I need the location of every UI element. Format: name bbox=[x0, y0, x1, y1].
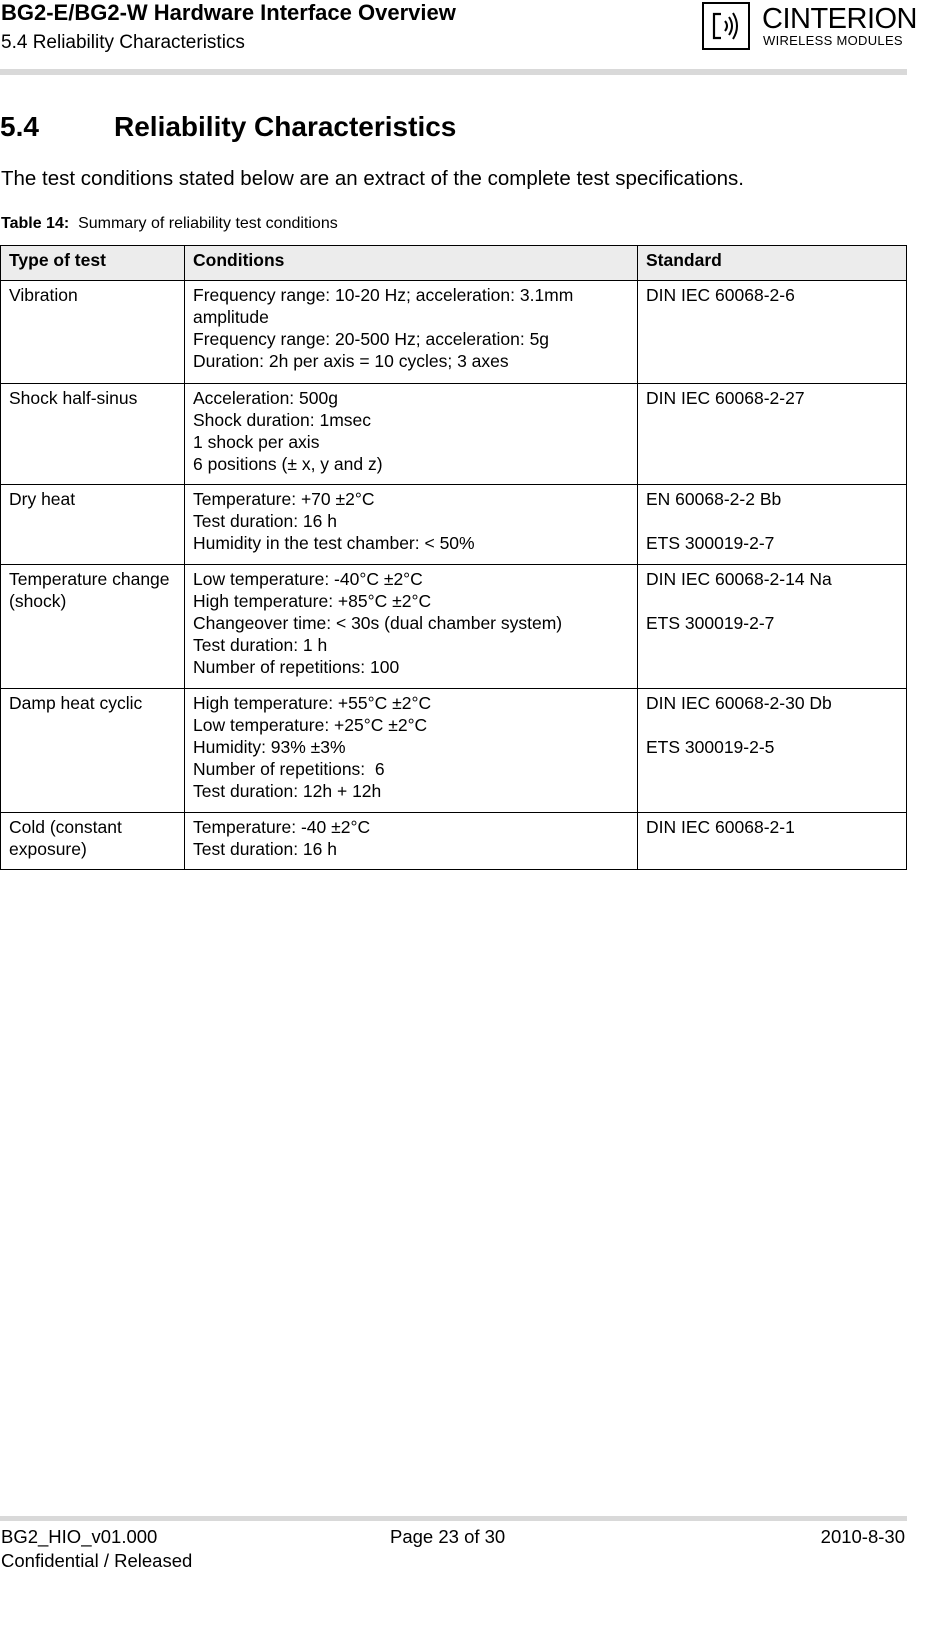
cell-conditions bbox=[185, 384, 638, 485]
standard-line: EN 60068-2-2 Bb bbox=[646, 489, 782, 509]
condition-line: Acceleration: 500g bbox=[193, 388, 338, 408]
document-title: BG2-E/BG2-W Hardware Interface Overview bbox=[1, 0, 456, 25]
table-row bbox=[1, 384, 907, 485]
cell-standard bbox=[638, 281, 907, 384]
condition-line: Test duration: 1 h bbox=[193, 635, 328, 655]
cell-conditions bbox=[185, 565, 638, 689]
table-caption-label: Table 14: bbox=[1, 215, 70, 232]
cell-standard bbox=[638, 813, 907, 870]
condition-line: Temperature: +70 ±2°C bbox=[193, 489, 375, 509]
cell-type: Vibration bbox=[1, 281, 185, 384]
section-heading bbox=[0, 111, 456, 143]
cinterion-wave-icon bbox=[702, 2, 750, 50]
cell-conditions bbox=[185, 485, 638, 565]
cell-standard bbox=[638, 485, 907, 565]
cell-type: Temperature change (shock) bbox=[1, 565, 185, 689]
standard-spacer bbox=[646, 590, 898, 612]
section-title: Reliability Characteristics bbox=[114, 111, 457, 142]
condition-line: 6 positions (± x, y and z) bbox=[193, 454, 383, 474]
condition-line: Test duration: 12h + 12h bbox=[193, 781, 382, 801]
header-divider bbox=[0, 69, 907, 75]
condition-line: Number of repetitions: 6 bbox=[193, 759, 385, 779]
cinterion-logo bbox=[702, 2, 917, 52]
standard-line: ETS 300019-2-7 bbox=[646, 613, 775, 633]
table-header-row bbox=[1, 246, 907, 281]
condition-line: Changeover time: < 30s (dual chamber system) bbox=[193, 613, 563, 633]
condition-line: Frequency range: 20-500 Hz; acceleration: 5g bbox=[193, 329, 550, 349]
condition-line: High temperature: +55°C ±2°C bbox=[193, 693, 432, 713]
cell-standard bbox=[638, 565, 907, 689]
header-conditions: Conditions bbox=[185, 246, 638, 281]
condition-line: Number of repetitions: 100 bbox=[193, 657, 400, 677]
standard-line: DIN IEC 60068-2-1 bbox=[646, 817, 795, 837]
condition-line: Temperature: -40 ±2°C bbox=[193, 817, 371, 837]
table-caption-text: Summary of reliability test conditions bbox=[78, 215, 338, 232]
condition-line: Duration: 2h per axis = 10 cycles; 3 axes bbox=[193, 351, 509, 371]
condition-line: Humidity in the test chamber: < 50% bbox=[193, 533, 475, 553]
condition-line: Shock duration: 1msec bbox=[193, 410, 372, 430]
condition-line: Humidity: 93% ±3% bbox=[193, 737, 346, 757]
page-header bbox=[0, 0, 947, 76]
cell-conditions bbox=[185, 689, 638, 813]
standard-line: ETS 300019-2-7 bbox=[646, 533, 775, 553]
section-number: 5.4 bbox=[0, 111, 39, 142]
standard-line: DIN IEC 60068-2-27 bbox=[646, 388, 805, 408]
table-row bbox=[1, 281, 907, 384]
header-type-of-test: Type of test bbox=[1, 246, 185, 281]
condition-line: Low temperature: -40°C ±2°C bbox=[193, 569, 423, 589]
condition-line: 1 shock per axis bbox=[193, 432, 320, 452]
standard-line: DIN IEC 60068-2-6 bbox=[646, 285, 795, 305]
footer-date: 2010-8-30 bbox=[820, 1526, 905, 1547]
cell-conditions bbox=[185, 813, 638, 870]
document-subtitle: 5.4 Reliability Characteristics bbox=[1, 32, 245, 53]
condition-line: Test duration: 16 h bbox=[193, 511, 337, 531]
table-caption bbox=[1, 214, 338, 234]
logo-subtitle: WIRELESS MODULES bbox=[763, 33, 903, 48]
table-row bbox=[1, 689, 907, 813]
header-standard: Standard bbox=[638, 246, 907, 281]
cell-type: Dry heat bbox=[1, 485, 185, 565]
reliability-table bbox=[0, 245, 907, 870]
footer-divider bbox=[0, 1516, 907, 1521]
standard-line: ETS 300019-2-5 bbox=[646, 737, 775, 757]
standard-spacer bbox=[646, 510, 898, 532]
cell-standard bbox=[638, 384, 907, 485]
footer-doc-id: BG2_HIO_v01.000 bbox=[1, 1526, 158, 1547]
table-row bbox=[1, 813, 907, 870]
condition-line: Test duration: 16 h bbox=[193, 839, 337, 859]
condition-line: High temperature: +85°C ±2°C bbox=[193, 591, 432, 611]
cell-conditions bbox=[185, 281, 638, 384]
standard-line: DIN IEC 60068-2-14 Na bbox=[646, 569, 832, 589]
logo-name: CINTERION bbox=[762, 3, 917, 35]
intro-paragraph: The test conditions stated below are an extract of the complete test specifications. bbox=[1, 167, 744, 190]
footer-confidentiality: Confidential / Released bbox=[1, 1550, 193, 1571]
condition-line: Low temperature: +25°C ±2°C bbox=[193, 715, 428, 735]
condition-line: Frequency range: 10-20 Hz; acceleration: 3.1mm amplitude bbox=[193, 285, 574, 327]
table-row bbox=[1, 565, 907, 689]
footer-left bbox=[1, 1525, 192, 1573]
standard-spacer bbox=[646, 714, 898, 736]
cell-type: Cold (constant exposure) bbox=[1, 813, 185, 870]
cell-type: Damp heat cyclic bbox=[1, 689, 185, 813]
standard-line: DIN IEC 60068-2-30 Db bbox=[646, 693, 832, 713]
table-row bbox=[1, 485, 907, 565]
cell-standard bbox=[638, 689, 907, 813]
cell-type: Shock half-sinus bbox=[1, 384, 185, 485]
footer-page-number: Page 23 of 30 bbox=[390, 1526, 506, 1547]
